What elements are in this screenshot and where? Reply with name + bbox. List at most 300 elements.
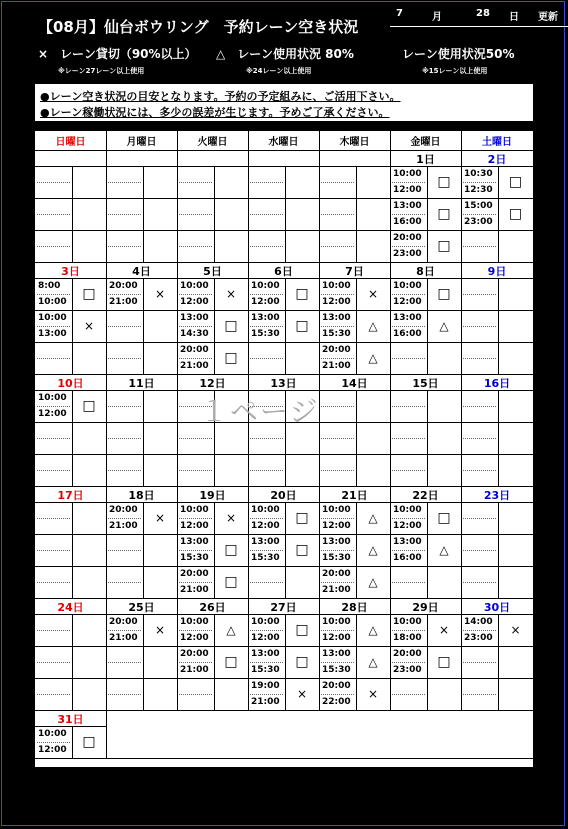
slot-rule xyxy=(248,230,319,231)
start-time: 20:00 xyxy=(180,649,209,659)
slot-rule xyxy=(319,230,390,231)
week-rule xyxy=(35,710,533,711)
slot-divider xyxy=(179,246,212,247)
notice-line-1: ●レーン空き状況の目安となります。予約の予定組みに、ご活用下さい。 xyxy=(40,90,401,103)
slot-rule xyxy=(461,678,533,679)
notice-box xyxy=(35,84,533,121)
start-time: 13:00 xyxy=(180,313,209,323)
column-rule xyxy=(106,711,107,758)
time-range xyxy=(35,278,72,310)
slot-rule xyxy=(461,342,533,343)
availability-mark: □ xyxy=(508,206,523,222)
time-range xyxy=(390,278,427,310)
start-time: 10:00 xyxy=(180,505,209,515)
column-rule xyxy=(461,131,462,262)
time-range xyxy=(390,230,427,262)
column-rule xyxy=(248,263,249,374)
availability-mark: △ xyxy=(368,543,378,557)
day-number: 3日 xyxy=(61,265,80,278)
time-range xyxy=(106,278,143,310)
update-label: 更新 xyxy=(538,12,558,23)
time-mark-divider xyxy=(214,614,215,710)
time-mark-divider xyxy=(356,390,357,486)
slot-rule xyxy=(248,454,319,455)
column-rule xyxy=(177,487,178,598)
availability-mark: △ xyxy=(368,575,378,589)
start-time: 10:30 xyxy=(464,169,493,179)
time-mark-divider xyxy=(143,390,144,486)
start-time: 20:00 xyxy=(393,233,422,243)
time-mark-divider xyxy=(143,502,144,598)
start-time: 15:00 xyxy=(464,201,493,211)
slot-rule xyxy=(319,454,390,455)
column-rule xyxy=(248,487,249,598)
availability-mark: △ xyxy=(368,351,378,365)
column-rule xyxy=(177,599,178,710)
time-range xyxy=(248,310,285,342)
slot-rule xyxy=(35,534,106,535)
slot-divider xyxy=(250,214,283,215)
slot-rule xyxy=(106,454,177,455)
availability-mark: △ xyxy=(368,511,378,525)
slot-rule xyxy=(319,422,390,423)
time-mark-divider xyxy=(498,614,499,710)
start-time: 10:00 xyxy=(322,505,351,515)
column-rule xyxy=(390,131,391,262)
slot-rule xyxy=(106,566,177,567)
availability-mark: □ xyxy=(224,318,238,334)
start-time: 20:00 xyxy=(180,569,209,579)
time-mark-divider xyxy=(72,278,73,374)
column-rule xyxy=(319,599,320,710)
update-month: 7 xyxy=(396,8,403,19)
availability-mark: □ xyxy=(295,654,309,670)
time-mark-divider xyxy=(498,278,499,374)
slot-rule xyxy=(461,566,533,567)
slot-divider xyxy=(250,358,283,359)
header-divider xyxy=(390,26,568,27)
end-time: 12:00 xyxy=(393,185,422,195)
availability-mark: △ xyxy=(368,319,378,333)
slot-rule xyxy=(35,646,106,647)
start-time: 20:00 xyxy=(322,345,351,355)
slot-divider xyxy=(463,470,496,471)
availability-mark: □ xyxy=(295,318,309,334)
end-time: 12:00 xyxy=(251,297,280,307)
day-number: 13日 xyxy=(270,377,297,390)
page-title: 【08月】仙台ボウリング 予約レーン空き状況 xyxy=(38,18,359,36)
weekday-header: 木曜日 xyxy=(339,137,370,148)
slot-divider xyxy=(108,214,141,215)
slot-divider xyxy=(392,470,425,471)
day-number: 11日 xyxy=(128,377,155,390)
slot-divider xyxy=(37,582,70,583)
end-time: 23:00 xyxy=(464,217,493,227)
start-time: 20:00 xyxy=(322,569,351,579)
slot-rule xyxy=(390,422,461,423)
slot-rule xyxy=(390,342,461,343)
slot-divider xyxy=(37,246,70,247)
end-time: 23:00 xyxy=(393,665,422,675)
day-number: 5日 xyxy=(203,265,222,278)
day-rule xyxy=(35,614,533,615)
availability-mark: △ xyxy=(439,543,449,557)
end-time: 21:00 xyxy=(180,361,209,371)
column-rule xyxy=(461,375,462,486)
day-number: 10日 xyxy=(57,377,84,390)
time-range xyxy=(319,502,356,534)
day-number: 21日 xyxy=(341,489,368,502)
slot-divider xyxy=(37,550,70,551)
end-time: 14:30 xyxy=(180,329,209,339)
column-rule xyxy=(461,487,462,598)
time-range xyxy=(177,646,214,678)
slot-rule xyxy=(106,422,177,423)
slot-divider xyxy=(108,406,141,407)
time-range xyxy=(390,534,427,566)
slot-divider xyxy=(250,470,283,471)
day-number: 9日 xyxy=(487,265,507,278)
time-mark-divider xyxy=(214,502,215,598)
time-range xyxy=(177,342,214,374)
start-time: 10:00 xyxy=(180,617,209,627)
weekday-header: 日曜日 xyxy=(55,137,86,148)
time-range xyxy=(319,646,356,678)
time-range xyxy=(319,614,356,646)
time-mark-divider xyxy=(356,614,357,710)
time-mark-divider xyxy=(427,278,428,374)
time-range xyxy=(319,342,356,374)
end-time: 12:00 xyxy=(180,633,209,643)
weekday-header: 土曜日 xyxy=(482,137,512,148)
slot-rule xyxy=(461,422,533,423)
legend-50-note: ※15レーン以上使用 xyxy=(422,67,488,75)
time-mark-divider xyxy=(498,166,499,262)
column-rule xyxy=(177,263,178,374)
availability-mark: × xyxy=(296,687,308,701)
time-mark-divider xyxy=(72,726,73,758)
availability-mark: □ xyxy=(437,510,451,526)
availability-mark: □ xyxy=(508,174,523,190)
end-time: 15:30 xyxy=(251,665,280,675)
day-number: 1日 xyxy=(416,153,435,166)
day-number: 12日 xyxy=(199,377,226,390)
slot-rule xyxy=(461,310,533,311)
availability-mark: × xyxy=(83,319,95,333)
slot-divider xyxy=(108,470,141,471)
slot-rule xyxy=(106,230,177,231)
update-day: 28 xyxy=(476,8,490,19)
time-range xyxy=(390,502,427,534)
day-number: 30日 xyxy=(483,601,511,614)
day-number: 31日 xyxy=(57,713,84,726)
start-time: 10:00 xyxy=(322,281,351,291)
legend-50: レーン使用状況50% xyxy=(402,47,515,61)
time-range xyxy=(248,278,285,310)
availability-mark: × xyxy=(154,623,166,637)
availability-mark: □ xyxy=(82,286,96,302)
slot-divider xyxy=(37,518,70,519)
slot-rule xyxy=(461,230,533,231)
slot-divider xyxy=(392,582,425,583)
time-mark-divider xyxy=(285,278,286,374)
slot-divider xyxy=(321,214,354,215)
time-mark-divider xyxy=(356,502,357,598)
day-number: 2日 xyxy=(487,153,507,166)
slot-divider xyxy=(37,470,70,471)
time-range xyxy=(177,614,214,646)
slot-divider xyxy=(321,406,354,407)
update-month-label: 月 xyxy=(432,12,442,23)
column-rule xyxy=(461,263,462,374)
end-time: 21:00 xyxy=(322,585,351,595)
availability-mark: × xyxy=(367,687,379,701)
slot-divider xyxy=(108,326,141,327)
time-mark-divider xyxy=(427,166,428,262)
slot-divider xyxy=(392,694,425,695)
availability-mark: □ xyxy=(224,542,238,558)
slot-divider xyxy=(179,438,212,439)
time-range xyxy=(177,534,214,566)
slot-divider xyxy=(392,406,425,407)
weekday-header: 月曜日 xyxy=(126,137,157,148)
start-time: 13:00 xyxy=(322,537,351,547)
slot-rule xyxy=(106,310,177,311)
slot-divider xyxy=(179,182,212,183)
weekday-header: 金曜日 xyxy=(410,137,441,148)
slot-divider xyxy=(37,662,70,663)
slot-divider xyxy=(108,662,141,663)
start-time: 10:00 xyxy=(393,281,422,291)
slot-rule xyxy=(461,534,533,535)
day-rule xyxy=(35,166,533,167)
time-range xyxy=(248,614,285,646)
slot-divider xyxy=(108,358,141,359)
availability-mark: × xyxy=(367,287,379,301)
column-rule xyxy=(106,131,107,262)
time-mark-divider xyxy=(427,390,428,486)
end-time: 16:00 xyxy=(393,553,422,563)
end-time: 15:30 xyxy=(322,329,351,339)
slot-divider xyxy=(37,214,70,215)
availability-mark: □ xyxy=(437,238,451,254)
time-range xyxy=(319,566,356,598)
column-rule xyxy=(106,487,107,598)
availability-mark: □ xyxy=(437,286,451,302)
column-rule xyxy=(390,263,391,374)
slot-rule xyxy=(35,566,106,567)
time-range xyxy=(35,390,72,422)
slot-rule xyxy=(248,342,319,343)
end-time: 21:00 xyxy=(251,697,280,707)
day-number: 24日 xyxy=(57,601,84,614)
slot-rule xyxy=(177,230,248,231)
start-time: 10:00 xyxy=(38,313,67,323)
slot-divider xyxy=(37,694,70,695)
page-watermark: １ページ xyxy=(200,395,320,428)
slot-divider xyxy=(463,582,496,583)
end-time: 12:00 xyxy=(322,297,351,307)
column-rule xyxy=(248,599,249,710)
start-time: 8:00 xyxy=(38,281,61,291)
slot-rule xyxy=(106,198,177,199)
legend-80: △ レーン使用状況 80% xyxy=(216,47,354,61)
slot-rule xyxy=(390,454,461,455)
end-time: 12:00 xyxy=(38,409,67,419)
slot-rule xyxy=(248,566,319,567)
end-time: 12:00 xyxy=(251,633,280,643)
slot-rule xyxy=(106,678,177,679)
time-range xyxy=(319,534,356,566)
day-number: 18日 xyxy=(128,489,155,502)
week-rule xyxy=(35,758,533,759)
start-time: 10:00 xyxy=(322,617,351,627)
update-date xyxy=(390,8,568,22)
column-rule xyxy=(106,375,107,486)
time-range xyxy=(177,502,214,534)
time-mark-divider xyxy=(72,390,73,486)
time-range xyxy=(319,278,356,310)
end-time: 12:30 xyxy=(464,185,493,195)
time-range xyxy=(177,310,214,342)
start-time: 13:00 xyxy=(393,313,422,323)
slot-divider xyxy=(250,582,283,583)
slot-rule xyxy=(35,454,106,455)
column-rule xyxy=(106,263,107,374)
day-number: 15日 xyxy=(412,377,439,390)
availability-mark: △ xyxy=(368,623,378,637)
start-time: 20:00 xyxy=(393,649,422,659)
slot-divider xyxy=(108,550,141,551)
end-time: 12:00 xyxy=(180,297,209,307)
start-time: 10:00 xyxy=(38,393,67,403)
legend-full: × レーン貸切（90%以上） xyxy=(38,47,197,61)
start-time: 20:00 xyxy=(180,345,209,355)
end-time: 21:00 xyxy=(180,665,209,675)
slot-divider xyxy=(321,182,354,183)
day-number: 6日 xyxy=(274,265,293,278)
day-rule xyxy=(35,726,106,727)
slot-divider xyxy=(179,694,212,695)
time-range xyxy=(35,310,72,342)
end-time: 12:00 xyxy=(393,521,422,531)
time-range xyxy=(461,198,498,230)
availability-mark: × xyxy=(154,511,166,525)
start-time: 20:00 xyxy=(109,505,138,515)
time-range xyxy=(106,614,143,646)
end-time: 15:30 xyxy=(180,553,209,563)
end-time: 18:00 xyxy=(393,633,422,643)
end-time: 21:00 xyxy=(109,297,138,307)
day-number: 25日 xyxy=(128,601,155,614)
availability-mark: △ xyxy=(368,655,378,669)
slot-rule xyxy=(248,198,319,199)
time-range xyxy=(461,614,498,646)
day-rule xyxy=(35,502,533,503)
slot-divider xyxy=(463,438,496,439)
column-rule xyxy=(177,131,178,262)
notice-line-2: ●レーン稼働状況には、多少の誤差が生じます。予めご了承ください。 xyxy=(40,106,390,119)
end-time: 23:00 xyxy=(464,633,493,643)
start-time: 10:00 xyxy=(393,169,422,179)
time-range xyxy=(248,502,285,534)
slot-divider xyxy=(108,582,141,583)
slot-divider xyxy=(321,246,354,247)
time-mark-divider xyxy=(498,390,499,486)
time-range xyxy=(390,166,427,198)
start-time: 19:00 xyxy=(251,681,280,691)
column-rule xyxy=(319,487,320,598)
slot-rule xyxy=(461,454,533,455)
column-rule xyxy=(390,375,391,486)
slot-divider xyxy=(250,438,283,439)
time-range xyxy=(35,726,72,758)
end-time: 22:00 xyxy=(322,697,351,707)
slot-divider xyxy=(392,358,425,359)
day-number: 20日 xyxy=(270,489,297,502)
column-rule xyxy=(319,263,320,374)
calendar-grid xyxy=(35,131,533,767)
availability-mark: □ xyxy=(295,286,309,302)
column-rule xyxy=(461,599,462,710)
availability-mark: × xyxy=(510,623,521,637)
availability-mark: × xyxy=(225,287,237,301)
start-time: 13:00 xyxy=(251,537,280,547)
start-time: 13:00 xyxy=(180,537,209,547)
slot-divider xyxy=(463,694,496,695)
availability-mark: □ xyxy=(82,734,96,750)
availability-mark: △ xyxy=(226,623,236,637)
slot-rule xyxy=(177,198,248,199)
slot-rule xyxy=(35,342,106,343)
day-number: 7日 xyxy=(345,265,364,278)
start-time: 10:00 xyxy=(251,281,280,291)
time-range xyxy=(319,310,356,342)
slot-divider xyxy=(108,438,141,439)
end-time: 21:00 xyxy=(322,361,351,371)
start-time: 20:00 xyxy=(109,617,138,627)
slot-divider xyxy=(463,518,496,519)
start-time: 20:00 xyxy=(322,681,351,691)
availability-mark: □ xyxy=(295,510,309,526)
time-mark-divider xyxy=(427,502,428,598)
start-time: 20:00 xyxy=(109,281,138,291)
slot-divider xyxy=(463,662,496,663)
end-time: 12:00 xyxy=(38,745,67,755)
start-time: 13:00 xyxy=(322,313,351,323)
end-time: 23:00 xyxy=(393,249,422,259)
day-number: 14日 xyxy=(341,377,368,390)
day-number: 8日 xyxy=(416,265,435,278)
time-mark-divider xyxy=(285,614,286,710)
start-time: 13:00 xyxy=(251,313,280,323)
availability-mark: □ xyxy=(437,206,451,222)
slot-divider xyxy=(463,326,496,327)
end-time: 12:00 xyxy=(180,521,209,531)
time-range xyxy=(390,310,427,342)
column-rule xyxy=(248,131,249,262)
slot-divider xyxy=(37,358,70,359)
slot-rule xyxy=(106,342,177,343)
legend-full-note: ※レーン27レーン以上使用 xyxy=(58,67,145,75)
update-day-label: 日 xyxy=(509,12,519,23)
day-number: 28日 xyxy=(341,601,368,614)
time-mark-divider xyxy=(427,614,428,710)
day-rule xyxy=(35,278,533,279)
slot-rule xyxy=(106,646,177,647)
day-number: 4日 xyxy=(132,265,151,278)
weekday-header: 火曜日 xyxy=(197,137,228,148)
